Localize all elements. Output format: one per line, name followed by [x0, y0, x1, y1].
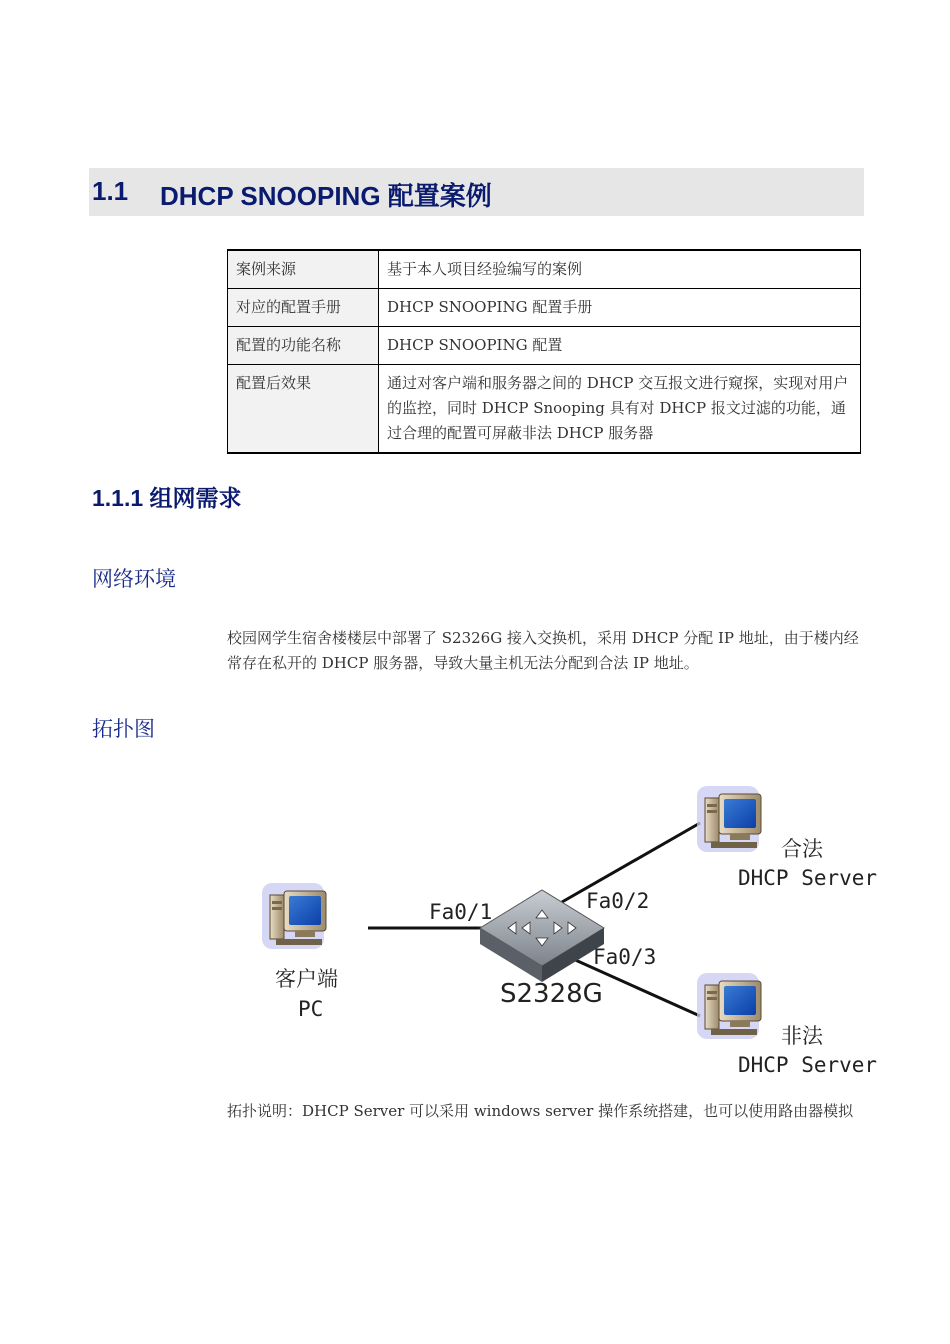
topology-note: 拓扑说明：DHCP Server 可以采用 windows server 操作系统搭建，也可以使用路由器模拟	[227, 1102, 854, 1120]
heading-number: 1.1	[92, 176, 129, 206]
page-title: DHCP SNOOPING 配置案例	[160, 181, 492, 211]
case-info-table	[227, 249, 861, 454]
legal-server-label: 合法	[781, 837, 823, 861]
illegal-server-sublabel: DHCP Server	[738, 1053, 878, 1077]
port-label-fa01: Fa0/1	[429, 900, 493, 924]
client-label-pc: PC	[298, 997, 324, 1021]
table-value: DHCP SNOOPING 配置	[379, 327, 861, 365]
legal-server-sublabel: DHCP Server	[738, 866, 878, 890]
table-value: DHCP SNOOPING 配置手册	[379, 289, 861, 327]
illegal-server-label: 非法	[781, 1024, 823, 1048]
topology-diagram	[250, 770, 890, 1090]
port-label-fa02: Fa0/2	[586, 889, 650, 913]
switch-label: S2328G	[500, 979, 603, 1009]
table-key: 对应的配置手册	[228, 289, 379, 327]
subsection-title-topology: 拓扑图	[92, 717, 155, 741]
section-heading: 1.1.1 组网需求	[92, 485, 242, 511]
table-row	[228, 289, 861, 327]
table-key: 案例来源	[228, 250, 379, 289]
table-row	[228, 327, 861, 365]
client-label: 客户端	[275, 967, 338, 991]
table-row	[228, 250, 861, 289]
network-description: 校园网学生宿舍楼楼层中部署了 S2326G 接入交换机，采用 DHCP 分配 IP 地址，由于楼内经常存在私开的 DHCP 服务器，导致大量主机无法分配到合法 IP 地址。	[227, 629, 859, 672]
port-label-fa03: Fa0/3	[593, 945, 657, 969]
table-key: 配置的功能名称	[228, 327, 379, 365]
illegal-server-icon	[697, 973, 761, 1039]
subsection-title-network: 网络环境	[92, 567, 176, 591]
table-value: 通过对客户端和服务器之间的 DHCP 交互报文进行窥探，实现对用户的监控，同时 DHCP Snooping 具有对 DHCP 报文过滤的功能，通过合理的配置可屏蔽非法 DHCP 服务器	[379, 365, 861, 454]
legal-server-icon	[697, 786, 761, 852]
client-pc-icon	[262, 883, 326, 949]
table-row	[228, 365, 861, 454]
table-key: 配置后效果	[228, 365, 379, 454]
table-value: 基于本人项目经验编写的案例	[379, 250, 861, 289]
